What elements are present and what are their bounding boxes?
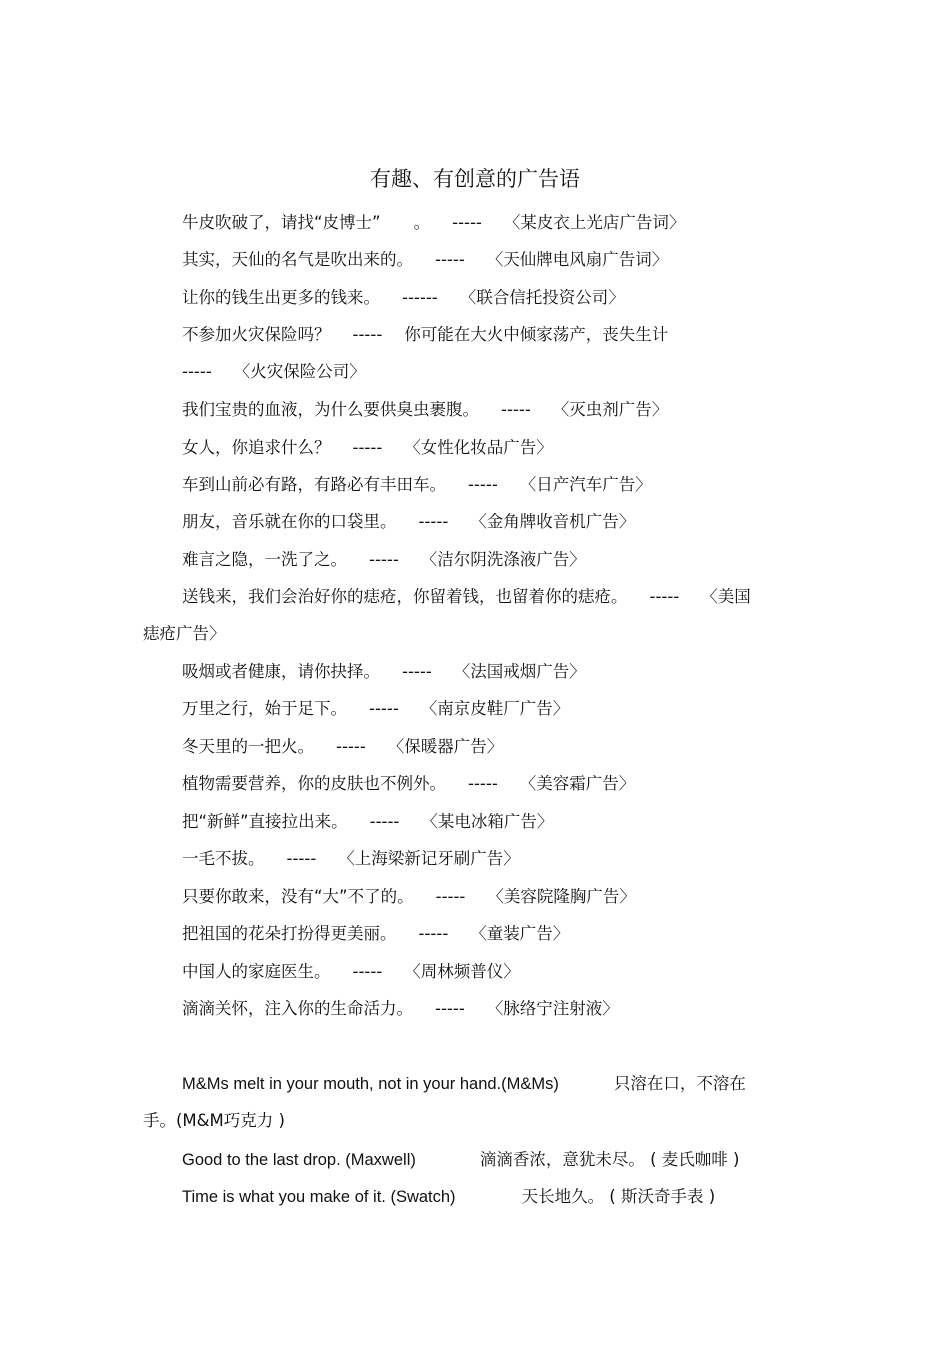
page-title: 有趣、有创意的广告语 (370, 167, 580, 191)
slogan-line (182, 360, 366, 384)
slogan-source: 〈美容霜广告〉 (519, 774, 636, 793)
separator: ----- (435, 887, 466, 906)
slogan-line (182, 211, 685, 235)
separator: ----- (369, 812, 400, 831)
slogan-source: 〈美容院隆胸广告〉 (487, 887, 636, 906)
slogan-line (182, 286, 625, 310)
slogan-line (182, 810, 553, 834)
english-slogan: Time is what you make of it. (Swatch) (182, 1188, 456, 1206)
english-slogan-line (182, 1148, 739, 1172)
slogan-line (182, 436, 553, 460)
slogan-line (182, 660, 586, 684)
slogan-text: 难言之隐，一洗了之。 (182, 550, 347, 569)
slogan-text: 滴滴关怀，注入你的生命活力。 (182, 999, 413, 1018)
slogan-source: 〈脉络宁注射液〉 (486, 999, 619, 1018)
chinese-translation: 手。(M&M巧克力 ) (143, 1111, 285, 1130)
slogan-text: 植物需要营养，你的皮肤也不例外。 (182, 774, 446, 793)
separator: ----- (435, 250, 465, 269)
slogan-line (182, 585, 751, 609)
slogan-source: 〈保暖器广告〉 (387, 737, 504, 756)
english-slogan-line (182, 1185, 715, 1209)
slogan-text: 让你的钱生出更多的钱来。 (182, 288, 380, 307)
slogan-source: 〈洁尔阴洗涤液广告〉 (420, 550, 586, 569)
separator: ----- (468, 774, 498, 793)
separator: ----- (352, 962, 383, 981)
slogan-text: 牛皮吹破了，请找“皮博士” 。 (182, 213, 431, 232)
separator: ----- (501, 400, 531, 419)
slogan-source: 〈天仙牌电风扇广告词〉 (486, 250, 669, 269)
slogan-text: 我们宝贵的血液，为什么要供臭虫裹腹。 (182, 400, 479, 419)
separator: ----- (418, 924, 449, 943)
separator: ----- (369, 699, 399, 718)
slogan-line (182, 323, 668, 347)
slogan-line (182, 548, 586, 572)
separator: ----- (336, 737, 366, 756)
slogan-source: 〈周林频普仪〉 (404, 962, 520, 981)
slogan-line (182, 510, 635, 534)
english-slogan-line (182, 1072, 746, 1096)
separator: ----- (352, 325, 383, 344)
slogan-line (182, 885, 636, 909)
slogan-text: 中国人的家庭医生。 (182, 962, 331, 981)
separator: ----- (452, 213, 482, 232)
chinese-translation: 只溶在口，不溶在 (613, 1074, 746, 1093)
slogan-source: 〈灭虫剂广告〉 (552, 400, 669, 419)
slogan-line (182, 960, 520, 984)
separator: ----- (468, 475, 498, 494)
slogan-source: 你可能在大火中倾家荡产，丧失生计 (404, 325, 669, 344)
separator: ------ (402, 288, 438, 307)
separator: ----- (402, 662, 432, 681)
english-slogan: Good to the last drop. (Maxwell) (182, 1151, 416, 1169)
slogan-text: 万里之行，始于足下。 (182, 699, 347, 718)
slogan-continuation (143, 622, 226, 646)
separator: ----- (352, 438, 383, 457)
slogan-line (182, 697, 569, 721)
chinese-translation: 滴滴香浓，意犹未尽。 ( 麦氏咖啡 ) (479, 1150, 740, 1169)
slogan-text: 把祖国的花朵打扮得更美丽。 (182, 924, 397, 943)
slogan-source: 〈联合信托投资公司〉 (459, 288, 625, 307)
english-slogan: M&Ms melt in your mouth, not in your hand.(M&Ms) (182, 1075, 559, 1093)
slogan-text: 一毛不拔。 (182, 849, 265, 868)
slogan-line (182, 847, 520, 871)
separator: ----- (182, 362, 212, 381)
slogan-text: 不参加火灾保险吗？ (182, 325, 331, 344)
slogan-source: 〈童装广告〉 (470, 924, 570, 943)
slogan-text: 送钱来，我们会治好你的痣疮，你留着钱，也留着你的痣疮。 (182, 587, 628, 606)
slogan-source: 〈上海梁新记牙刷广告〉 (338, 849, 520, 868)
slogan-line (182, 735, 503, 759)
slogan-text: 吸烟或者健康，请你抉择。 (182, 662, 380, 681)
chinese-translation: 天长地久。 ( 斯沃奇手表 ) (521, 1187, 716, 1206)
slogan-line (182, 398, 668, 422)
slogan-line (182, 922, 569, 946)
separator: ----- (369, 550, 399, 569)
slogan-line (182, 473, 652, 497)
slogan-text: 只要你敢来，没有“大”不了的。 (182, 887, 414, 906)
slogan-line (182, 997, 619, 1021)
slogan-source: 〈某电冰箱广告〉 (421, 812, 554, 831)
slogan-text: 其实，天仙的名气是吹出来的。 (182, 250, 413, 269)
slogan-text: 把“新鲜”直接拉出来。 (182, 812, 348, 831)
slogan-source: 〈法国戒烟广告〉 (453, 662, 586, 681)
slogan-source: 〈女性化妆品广告〉 (404, 438, 553, 457)
separator: ----- (649, 587, 680, 606)
slogan-line (182, 248, 668, 272)
slogan-source: 〈南京皮鞋厂广告〉 (420, 699, 570, 718)
slogan-source: 〈金角牌收音机广告〉 (470, 512, 636, 531)
separator: ----- (435, 999, 465, 1018)
slogan-source: 〈美国 (701, 587, 751, 606)
slogan-text: 女人，你追求什么？ (182, 438, 331, 457)
slogan-text: 痣疮广告〉 (143, 624, 226, 643)
slogan-text: 朋友，音乐就在你的口袋里。 (182, 512, 397, 531)
english-slogan-continuation (143, 1109, 285, 1133)
slogan-line (182, 772, 635, 796)
separator: ----- (286, 849, 317, 868)
slogan-source: 〈日产汽车广告〉 (519, 475, 652, 494)
slogan-text: 车到山前必有路，有路必有丰田车。 (182, 475, 446, 494)
slogan-source: 〈火灾保险公司〉 (233, 362, 366, 381)
slogan-source: 〈某皮衣上光店广告词〉 (503, 213, 686, 232)
slogan-text: 冬天里的一把火。 (182, 737, 314, 756)
separator: ----- (418, 512, 449, 531)
